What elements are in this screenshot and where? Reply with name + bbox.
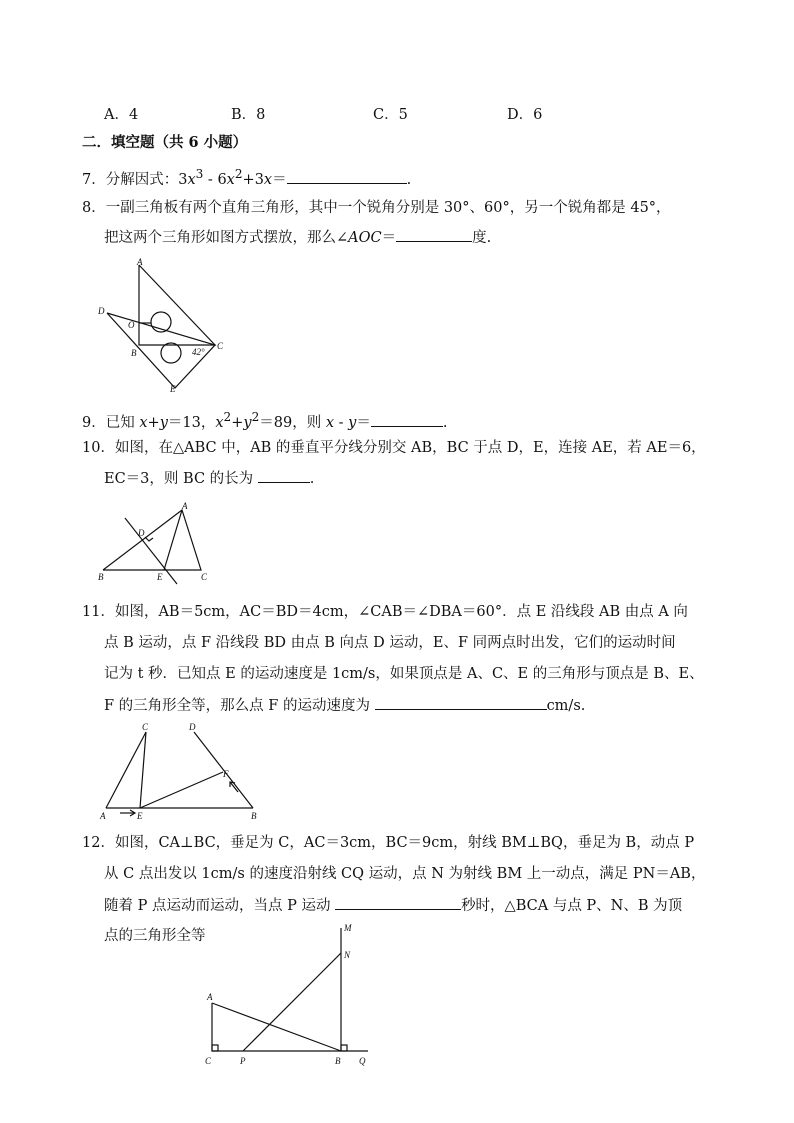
- fig8-triangle-abc: [139, 265, 215, 345]
- q9-var: x: [215, 414, 224, 431]
- q9-var: y: [243, 414, 252, 431]
- fig12-label-a: A: [207, 992, 213, 1002]
- fig12-label-p: P: [240, 1056, 246, 1066]
- fig10-label-c: C: [201, 572, 208, 582]
- question-8-line-1: 8．一副三角板有两个直角三角形，其中一个锐角分别是 30°、60°，另一个锐角都是 45°，: [82, 200, 671, 216]
- q8-var: AOC: [348, 230, 382, 246]
- q7-text: - 6: [203, 171, 227, 188]
- fig10-right-angle-mark: [145, 537, 153, 541]
- q9-answer-blank[interactable]: [371, 412, 443, 427]
- fig8-angle-arc: [161, 343, 181, 363]
- question-11-line-1: 11．如图，AB＝5cm，AC＝BD＝4cm，∠CAB＝∠DBA＝60°．点 E 沿线段 AB 由点 A 向: [82, 604, 688, 620]
- fig12-label-c: C: [205, 1056, 212, 1066]
- q7-text: ＝: [272, 171, 287, 188]
- fig8-label-d: D: [98, 306, 105, 316]
- q7-text: .: [406, 171, 412, 188]
- q9-text: +: [231, 414, 244, 431]
- q9-var: x: [325, 414, 335, 431]
- fig12-label-b: B: [335, 1056, 341, 1066]
- question-11-line-4: [104, 695, 585, 716]
- fig10-label-e: E: [157, 572, 163, 582]
- fig12-right-angle-b: [341, 1045, 347, 1051]
- fig11-label-f: F: [223, 769, 229, 779]
- question-10-line-1: 10．如图，在△ABC 中，AB 的垂直平分线分别交 AB，BC 于点 D，E，连接 AE，若 AE＝6，: [82, 440, 706, 456]
- question-9: [82, 407, 447, 433]
- q8-answer-blank[interactable]: [396, 227, 472, 242]
- q11-text: F 的三角形全等，那么点 F 的运动速度为: [104, 698, 375, 714]
- q9-text: ＝13，: [167, 414, 216, 431]
- figure-11: [98, 720, 268, 825]
- q7-var: x: [263, 171, 273, 188]
- fig10-label-b: B: [98, 572, 104, 582]
- q9-var: x: [139, 414, 148, 431]
- q9-text: 9．已知: [82, 414, 140, 431]
- q11-answer-blank[interactable]: [375, 695, 547, 710]
- figure-12: [200, 918, 380, 1073]
- q12-text: 秒时，△BCA 与点 P、N、B 为顶: [461, 898, 683, 914]
- q9-var: y: [159, 414, 168, 431]
- fig12-label-m: M: [344, 923, 352, 933]
- fig11-label-e: E: [137, 811, 143, 821]
- fig8-label-c: C: [217, 341, 224, 351]
- q10-text: EC＝3，则 BC 的长为: [104, 471, 258, 487]
- q9-text: ＝: [356, 414, 371, 431]
- q7-answer-blank[interactable]: [287, 169, 407, 184]
- q7-var: x: [226, 171, 235, 188]
- question-7: [82, 164, 411, 190]
- fig12-segment-ab: [212, 1003, 341, 1051]
- fig10-segment-ae: [164, 510, 182, 570]
- q9-text: ＝89，则: [259, 414, 326, 431]
- option-b: B．8: [231, 107, 266, 123]
- q7-exp: 3: [195, 167, 204, 181]
- option-c: C．5: [373, 107, 408, 123]
- q7-text: +3: [242, 171, 264, 188]
- question-8-line-2: [104, 227, 491, 248]
- q9-var: y: [348, 414, 357, 431]
- question-10-line-2: [104, 468, 314, 489]
- figure-10: [95, 500, 220, 585]
- fig8-label-b: B: [131, 348, 137, 358]
- question-11-line-3: 记为 t 秒．已知点 E 的运动速度是 1cm/s，如果顶点是 A、C、E 的三角形与顶点是 B、E、: [104, 666, 704, 682]
- q11-text: cm/s.: [546, 698, 586, 714]
- question-12-line-1: 12．如图，CA⊥BC，垂足为 C，AC＝3cm，BC＝9cm，射线 BM⊥BQ，垂足为 B，动点 P: [82, 835, 695, 851]
- q7-var: x: [187, 171, 196, 188]
- q10-text: .: [309, 471, 315, 487]
- fig11-segment-ac: [106, 732, 146, 808]
- fig12-label-n: N: [344, 950, 351, 960]
- fig8-angle-label: 42°: [192, 347, 205, 357]
- fig11-label-d: D: [189, 722, 196, 732]
- q9-text: +: [147, 414, 160, 431]
- question-11-line-2: 点 B 运动，点 F 沿线段 BD 由点 B 向点 D 运动，E、F 同两点时出发，它们的运动时间: [104, 635, 676, 651]
- fig12-segment-pn: [243, 953, 341, 1051]
- fig11-label-c: C: [142, 722, 149, 732]
- q7-exp: 2: [234, 167, 243, 181]
- q9-text: -: [334, 414, 349, 431]
- question-12-line-4: 点的三角形全等: [104, 928, 206, 944]
- fig8-label-o: O: [128, 320, 135, 330]
- fig10-label-d: D: [138, 528, 145, 538]
- q9-text: .: [442, 414, 448, 431]
- fig11-segment-ef: [140, 772, 223, 808]
- fig11-segment-ce: [140, 732, 146, 808]
- section-title: 二．填空题（共 6 小题）: [82, 134, 248, 151]
- q12-answer-blank[interactable]: [335, 895, 461, 910]
- fig8-label-e: E: [170, 384, 176, 394]
- q9-exp: 2: [251, 410, 260, 424]
- fig11-label-b: B: [251, 811, 257, 821]
- question-12-line-2: 从 C 点出发以 1cm/s 的速度沿射线 CQ 运动，点 N 为射线 BM 上一动点，满足 PN＝AB，: [104, 866, 706, 882]
- fig12-right-angle-c: [212, 1045, 218, 1051]
- q8-text: 把这两个三角形如图方式摆放，那么∠: [104, 230, 349, 246]
- q9-exp: 2: [223, 410, 232, 424]
- fig11-label-a: A: [100, 811, 106, 821]
- option-d: D．6: [507, 107, 543, 123]
- fig10-label-a: A: [182, 501, 188, 511]
- q10-answer-blank[interactable]: [258, 468, 310, 483]
- fig12-label-q: Q: [359, 1056, 366, 1066]
- fig8-label-a: A: [137, 257, 143, 267]
- fig10-triangle-abc: [103, 510, 201, 570]
- figure-8: [95, 255, 230, 395]
- q8-text: 度.: [472, 230, 492, 246]
- question-12-line-3: [104, 895, 682, 916]
- q8-text: ＝: [381, 230, 397, 246]
- option-a: A．4: [104, 107, 139, 123]
- q12-text: 随着 P 点运动而运动，当点 P 运动: [104, 898, 336, 914]
- q7-text: 7．分解因式：3: [82, 171, 188, 188]
